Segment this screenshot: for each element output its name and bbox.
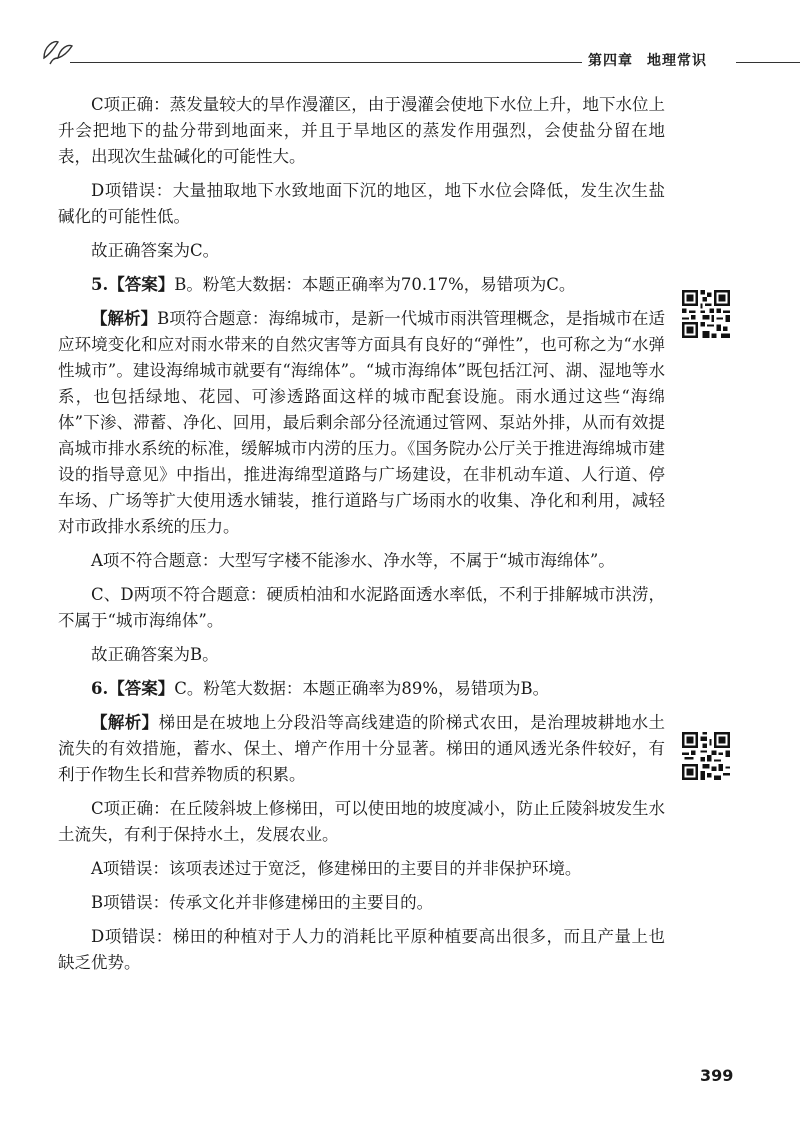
paragraph: C项正确：在丘陵斜坡上修梯田，可以使田地的坡度减小，防止丘陵斜坡发生水土流失，有利于保持水土，发展农业。: [58, 799, 665, 844]
paragraph: A项错误：该项表述过于宽泛，修建梯田的主要目的并非保护环境。: [91, 859, 582, 878]
page-number: 399: [700, 1066, 734, 1085]
qr-code-icon[interactable]: [682, 732, 730, 780]
paragraph: 故正确答案为C。: [91, 241, 220, 260]
paragraph: C项正确：蒸发量较大的旱作漫灌区，由于漫灌会使地下水位上升，地下水位上升会把地下的盐分带到地面来，并且于旱地区的蒸发作用强烈，会使盐分留在地表，出现次生盐碱化的可能性大。: [58, 95, 665, 166]
paragraph: A项不符合题意：大型写字楼不能渗水、净水等，不属于“城市海绵体”。: [91, 551, 615, 570]
chapter-heading: [588, 50, 707, 70]
paragraph: C、D两项不符合题意：硬质柏油和水泥路面透水率低，不利于排解城市洪涝，不属于“城市海绵体”。: [58, 585, 665, 630]
page-header: [0, 0, 800, 80]
leaf-icon: [40, 36, 74, 66]
qr-code-icon[interactable]: [682, 290, 730, 338]
chapter-title: 地理常识: [647, 53, 707, 69]
answer-6: 6.【答案】C。粉笔大数据：本题正确率为89%，易错项为B。: [91, 679, 550, 698]
paragraph: D项错误：梯田的种植对于人力的消耗比平原种植要高出很多，而且产量上也缺乏优势。: [58, 927, 665, 972]
analysis-5: 【解析】B项符合题意：海绵城市，是新一代城市雨洪管理概念，是指城市在适应环境变化和应对雨水带来的自然灾害等方面具有良好的“弹性”，也可称之为“水弹性城市”。建设海绵城市就要有“海绵体”。“城市海绵体”既包括江河、湖、湿地等水系，也包括绿地、花园、可渗透路面这样的城市配套设施。雨水通过这些“海绵体”下渗、滞蓄、净化、回用，最后剩余部分径流通过管网、泵站外排，从而有效提高城市排水系统的标准，缓解城市内涝的压力。《国务院办公厅关于推进海绵城市建设的指导意见》中指出，推进海绵型道路与广场建设，在非机动车道、人行道、停车场、广场等扩大使用透水铺装，推行道路与广场雨水的收集、净化和利用，减轻对市政排水系统的压力。: [58, 309, 665, 536]
paragraph: 故正确答案为B。: [91, 645, 219, 664]
header-rule-right: [736, 62, 800, 63]
analysis-6: 【解析】梯田是在坡地上分段沿等高线建造的阶梯式农田，是治理坡耕地水土流失的有效措施，蓄水、保土、增产作用十分显著。梯田的通风透光条件较好，有利于作物生长和营养物质的积累。: [58, 713, 666, 784]
paragraph: D项错误：大量抽取地下水致地面下沉的地区，地下水位会降低，发生次生盐碱化的可能性低。: [58, 181, 665, 226]
paragraph: B项错误：传承文化并非修建梯田的主要目的。: [91, 893, 434, 912]
chapter-number: 第四章: [588, 53, 633, 69]
answer-5: 5.【答案】B。粉笔大数据：本题正确率为70.17%，易错项为C。: [91, 275, 576, 294]
page-content: [58, 92, 665, 984]
header-rule-left: [70, 62, 582, 63]
